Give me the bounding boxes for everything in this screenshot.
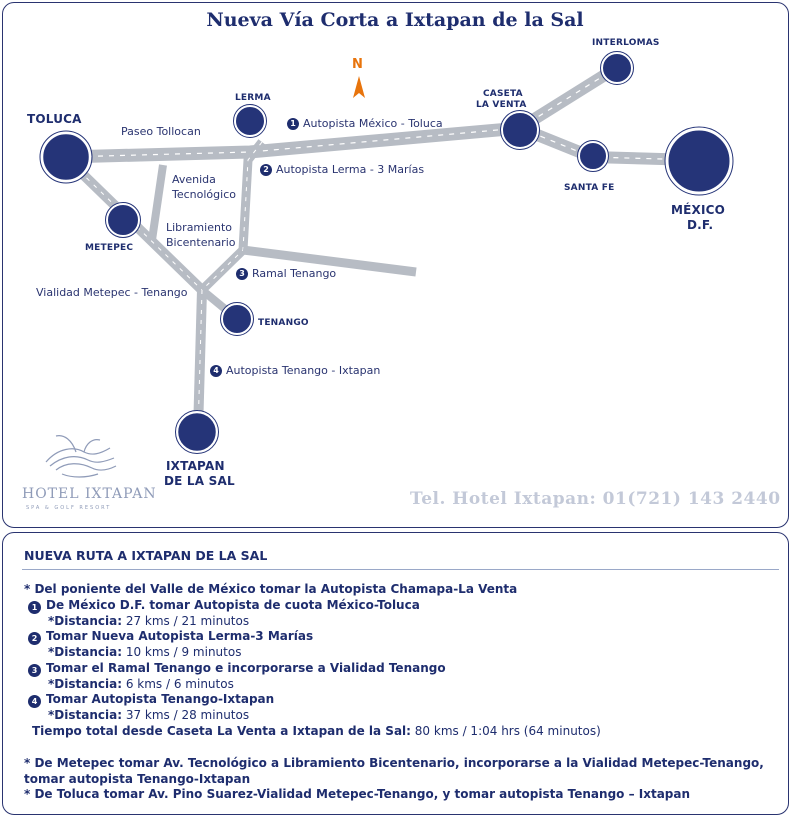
- tenango-marker: [222, 304, 252, 334]
- road-label-avenida-tecnologico-1: Avenida: [172, 173, 216, 186]
- caseta-la-venta-marker: [502, 112, 538, 148]
- road-label-paseo-tollocan: Paseo Tollocan: [121, 125, 201, 138]
- city-label-ixtapan-1: IXTAPAN: [166, 459, 225, 473]
- metepec-marker: [107, 204, 139, 236]
- step-number-2: 2: [28, 632, 41, 645]
- city-markers: [40, 52, 733, 454]
- road-label-autopista-lerma: 2 Autopista Lerma - 3 Marías: [260, 163, 424, 176]
- route-step-1: 1 De México D.F. tomar Autopista de cuota México-Toluca: [24, 598, 774, 614]
- city-label-interlomas: INTERLOMAS: [592, 38, 660, 48]
- road-label-vialidad-metepec: Vialidad Metepec - Tenango: [36, 286, 188, 299]
- ixtapan-marker: [177, 412, 217, 452]
- route-number-4: 4: [210, 365, 222, 377]
- route-step-4-distance: *Distancia: 37 kms / 28 minutos: [48, 708, 250, 722]
- lerma-marker: [235, 106, 265, 136]
- route-instructions: [24, 582, 774, 803]
- route-note-metepec: * De Metepec tomar Av. Tecnológico a Libramiento Bicentenario, incorporarse a la Vialidad Metepec-Tenango, tomar autopista Tenango-Ixtapan: [24, 756, 764, 786]
- city-label-caseta-1: CASETA: [483, 89, 523, 99]
- step-number-1: 1: [28, 601, 41, 614]
- route-step-1-distance: *Distancia: 27 kms / 21 minutos: [48, 613, 250, 628]
- route-step-2-distance: *Distancia: 10 kms / 9 minutos: [48, 645, 242, 659]
- step-number-4: 4: [28, 695, 41, 708]
- city-label-ixtapan-2: DE LA SAL: [164, 474, 235, 488]
- route-intro: * Del poniente del Valle de México tomar la Autopista Chamapa-La Venta: [24, 582, 518, 596]
- city-label-toluca: TOLUCA: [27, 112, 82, 126]
- city-label-caseta-2: LA VENTA: [476, 100, 527, 110]
- road-label-autopista-tenango: 4 Autopista Tenango - Ixtapan: [210, 364, 380, 377]
- map-title: Nueva Vía Corta a Ixtapan de la Sal: [206, 9, 584, 31]
- city-label-mexico-2: D.F.: [687, 218, 714, 232]
- city-label-santa-fe: SANTA FE: [564, 183, 615, 193]
- step-number-3: 3: [28, 664, 41, 677]
- route-number-2: 2: [260, 164, 272, 176]
- city-label-mexico-1: MÉXICO: [671, 203, 726, 217]
- santa-fe-marker: [579, 142, 607, 170]
- route-step-3-distance: *Distancia: 6 kms / 6 minutos: [48, 676, 234, 691]
- north-label: N: [352, 57, 363, 72]
- route-heading: NUEVA RUTA A IXTAPAN DE LA SAL: [24, 548, 268, 563]
- mermaid-logo-icon: [46, 436, 116, 477]
- north-arrow-icon: [353, 76, 365, 98]
- interlomas-marker: [602, 53, 632, 83]
- route-step-3: 3 Tomar el Ramal Tenango e incorporarse a Vialidad Tenango: [24, 661, 774, 677]
- route-number-3: 3: [236, 268, 248, 280]
- route-step-4: 4 Tomar Autopista Tenango-Ixtapan: [24, 692, 774, 708]
- logo-tagline: SPA & GOLF RESORT: [26, 505, 112, 511]
- hotel-phone: Tel. Hotel Ixtapan: 01(721) 143 2440: [410, 489, 781, 509]
- road-label-avenida-tecnologico-2: Tecnológico: [172, 188, 236, 201]
- route-total: Tiempo total desde Caseta La Venta a Ixtapan de la Sal: 80 kms / 1:04 hrs (64 minutos): [32, 723, 601, 738]
- route-note-toluca: * De Toluca tomar Av. Pino Suarez-Vialidad Metepec-Tenango, y tomar autopista Tenango – Ixtapan: [24, 787, 691, 801]
- logo-name: HOTEL IXTAPAN: [22, 486, 157, 502]
- road-label-ramal-tenango: 3 Ramal Tenango: [236, 267, 336, 280]
- city-label-lerma: LERMA: [235, 93, 271, 103]
- mexico-df-marker: [667, 129, 731, 193]
- road-label-autopista-mexico-toluca: 1 Autopista México - Toluca: [287, 117, 443, 130]
- city-label-tenango: TENANGO: [258, 318, 309, 328]
- route-step-2: 2 Tomar Nueva Autopista Lerma-3 Marías: [24, 629, 774, 645]
- road-label-libramiento-1: Libramiento: [166, 221, 232, 234]
- route-divider: [22, 569, 779, 570]
- road-label-libramiento-2: Bicentenario: [166, 236, 236, 249]
- toluca-marker: [42, 133, 90, 181]
- road-avenida-tecnologico: [152, 165, 163, 240]
- city-label-metepec: METEPEC: [85, 243, 134, 253]
- route-number-1: 1: [287, 118, 299, 130]
